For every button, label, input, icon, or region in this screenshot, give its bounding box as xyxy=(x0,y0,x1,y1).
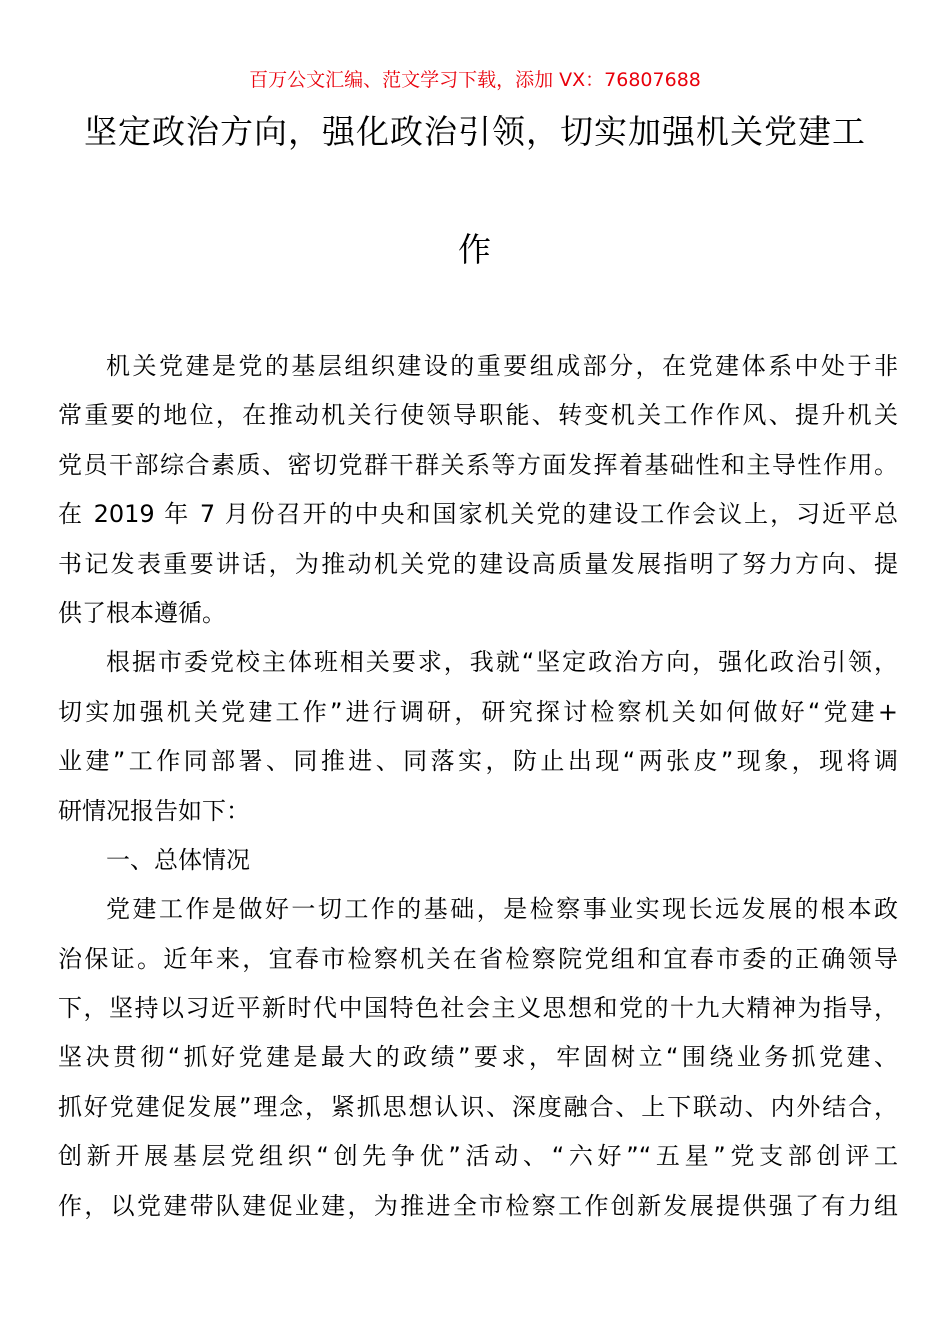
document-title-line-1: 坚定政治方向，强化政治引领，切实加强机关党建工 xyxy=(84,112,866,151)
paragraph-2-line-2: 切实加强机关党建工作”进行调研，研究探讨检察机关如何做好“党建+ xyxy=(58,697,898,726)
watermark-header: 百万公文汇编、范文学习下载，添加 VX：76807688 xyxy=(249,69,701,91)
paragraph-2-line-1: 根据市委党校主体班相关要求，我就“坚定政治方向，强化政治引领， xyxy=(106,648,898,677)
document-title-line-2: 作 xyxy=(458,230,492,269)
paragraph-3-line-7: 作，以党建带队建促业建，为推进全市检察工作创新发展提供强了有力组 xyxy=(58,1191,898,1220)
paragraph-2-line-4: 研情况报告如下： xyxy=(58,796,250,825)
paragraph-3-line-6: 创新开展基层党组织“创先争优”活动、“六好”“五星”党支部创评工 xyxy=(58,1142,898,1171)
document-body xyxy=(58,342,898,1231)
paragraph-3-line-2: 治保证。近年来，宜春市检察机关在省检察院党组和宜春市委的正确领导 xyxy=(58,944,898,973)
paragraph-3-line-3: 下，坚持以习近平新时代中国特色社会主义思想和党的十九大精神为指导， xyxy=(58,994,898,1023)
paragraph-3-line-1: 党建工作是做好一切工作的基础，是检察事业实现长远发展的根本政 xyxy=(106,895,898,924)
paragraph-3-line-5: 抓好党建促发展”理念，紧抓思想认识、深度融合、上下联动、内外结合， xyxy=(58,1092,898,1121)
paragraph-1-line-4: 在 2019 年 7 月份召开的中央和国家机关党的建设工作会议上，习近平总 xyxy=(58,500,898,529)
paragraph-2-line-3: 业建”工作同部署、同推进、同落实，防止出现“两张皮”现象，现将调 xyxy=(58,747,898,776)
paragraph-1-line-3: 党员干部综合素质、密切党群干群关系等方面发挥着基础性和主导性作用。 xyxy=(58,450,898,479)
paragraph-1-line-2: 常重要的地位，在推动机关行使领导职能、转变机关工作作风、提升机关 xyxy=(58,401,898,430)
paragraph-3-line-4: 坚决贯彻“抓好党建是最大的政绩”要求，牢固树立“围绕业务抓党建、 xyxy=(58,1043,898,1072)
paragraph-1-line-5: 书记发表重要讲话，为推动机关党的建设高质量发展指明了努力方向、提 xyxy=(58,549,898,578)
section-heading-1: 一、总体情况 xyxy=(106,845,250,874)
paragraph-1-line-1: 机关党建是党的基层组织建设的重要组成部分，在党建体系中处于非 xyxy=(106,352,898,380)
paragraph-1-line-6: 供了根本遵循。 xyxy=(58,598,226,627)
